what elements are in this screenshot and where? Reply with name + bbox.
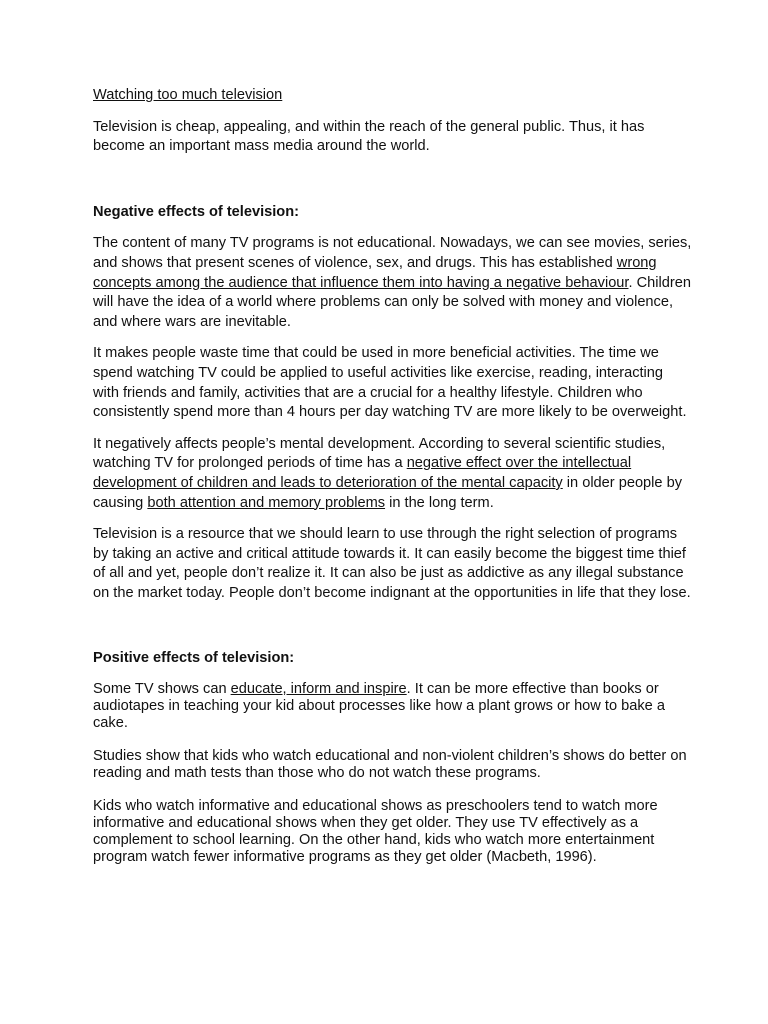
positive-paragraph-2: Studies show that kids who watch educational and non-violent children’s shows do better on reading and math tests than those who do not watch these programs. (93, 748, 687, 782)
positive-paragraph-1 (93, 681, 693, 732)
positive-p1-underline: educate, inform and inspire (230, 681, 407, 698)
positive-p1-text-b: . It can be more effective than books or audiotapes in teaching your kid about processes like how a plant grows or how to bake a cake. (93, 681, 665, 732)
negative-p3-underline-1: negative effect over the intellectual development of children and leads to deterioration of the mental capacity (93, 455, 632, 491)
positive-paragraph-3: Kids who watch informative and educational shows as preschoolers tend to watch more informative and educational shows when they get older. They use TV effectively as a complement to school learning. On the other hand, kids who watch more entertainment program watch fewer informative programs as they get older (Macbeth, 1996). (93, 798, 658, 866)
negative-p1-underline: wrong concepts among the audience that influence them into having a negative behaviour (93, 254, 657, 291)
negative-paragraph-1 (93, 234, 693, 332)
negative-p3-text-c: in the long term. (385, 494, 494, 511)
document-page (93, 86, 693, 866)
negative-effects-heading: Negative effects of television: (93, 203, 299, 220)
document-title: Watching too much television (93, 87, 283, 103)
positive-effects-heading: Positive effects of television: (93, 650, 295, 667)
negative-p3-text-a: It negatively affects people’s mental development. According to several scientific studies, watching TV for prolonged periods of time has a (93, 435, 666, 472)
positive-p1-text-a: Some TV shows can (93, 681, 231, 698)
negative-paragraph-3 (93, 435, 693, 513)
negative-p3-text-b: in older people by causing (93, 474, 682, 511)
negative-p3-underline-2: both attention and memory problems (147, 494, 386, 511)
negative-paragraph-4: Television is a resource that we should learn to use through the right selection of programs by taking an active and critical attitude towards it. It can easily become the biggest time thief of all and yet, people don’t realize it. It can also be just as addictive as any illegal substance on the market today. People don’t become indignant at the opportunities in life that they lose. (93, 526, 691, 601)
negative-p1-text-b: . Children will have the idea of a world where problems can only be solved with money and violence, and where wars are inevitable. (93, 274, 691, 330)
intro-paragraph: Television is cheap, appealing, and within the reach of the general public. Thus, it has become an important mass media around the world. (93, 118, 645, 155)
negative-paragraph-2: It makes people waste time that could be used in more beneficial activities. The time we spend watching TV could be applied to useful activities like exercise, reading, interacting with friends and family, activities that are a crucial for a healthy lifestyle. Children who consistently spend more than 4 hours per day watching TV are more likely to be overweight. (93, 345, 687, 421)
negative-p1-text-a: The content of many TV programs is not educational. Nowadays, we can see movies, series, and shows that present scenes of violence, sex, and drugs. This has established (93, 235, 692, 271)
